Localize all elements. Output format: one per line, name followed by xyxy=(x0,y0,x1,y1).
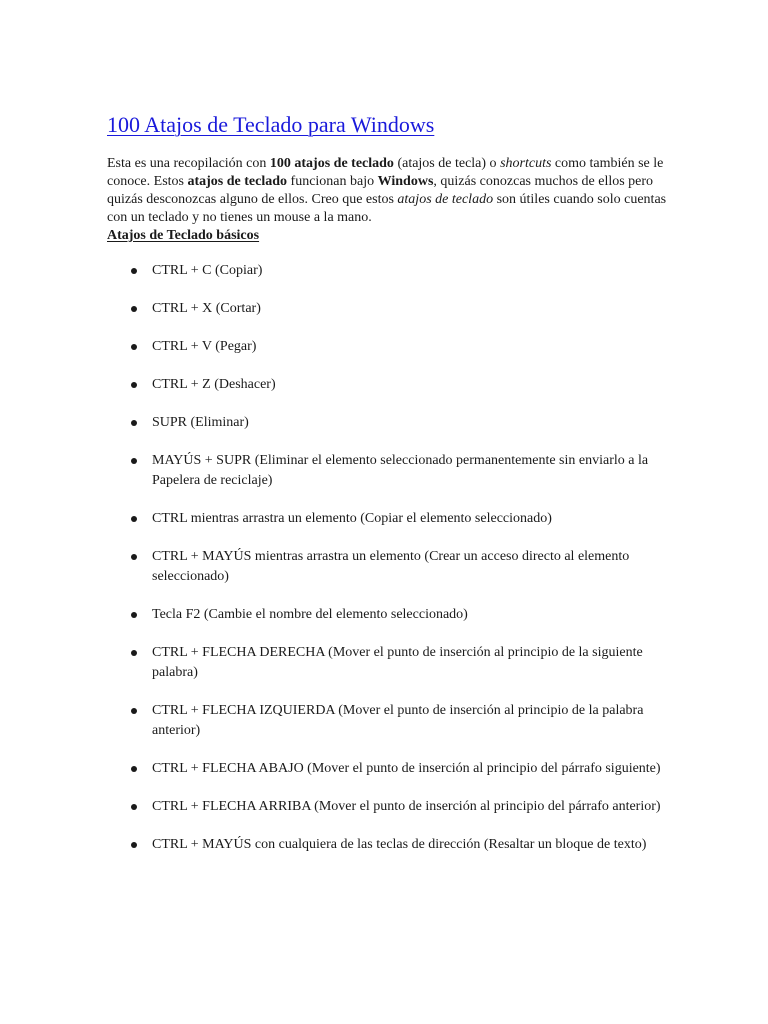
intro-text: Esta es una recopilación con xyxy=(107,156,270,171)
bullet-icon xyxy=(131,650,137,656)
shortcut-text: MAYÚS + SUPR (Eliminar el elemento seleccionado permanentemente sin enviarlo a la Papelera de reciclaje) xyxy=(152,453,649,488)
shortcut-item xyxy=(107,261,667,281)
bullet-icon xyxy=(131,382,137,388)
bullet-icon xyxy=(131,306,137,312)
shortcut-item xyxy=(107,759,667,779)
shortcut-item xyxy=(107,451,667,491)
shortcut-list xyxy=(107,261,667,855)
intro-text: (atajos de tecla) o xyxy=(393,156,501,171)
document-title xyxy=(107,112,667,138)
shortcut-text: CTRL + MAYÚS con cualquiera de las teclas de dirección (Resaltar un bloque de texto) xyxy=(152,837,647,852)
section-heading: Atajos de Teclado básicos xyxy=(107,228,260,243)
shortcut-item xyxy=(107,605,667,625)
shortcut-item xyxy=(107,643,667,683)
shortcut-item xyxy=(107,797,667,817)
intro-paragraph xyxy=(107,155,667,227)
intro-bold-text: Windows xyxy=(377,174,434,189)
shortcut-item xyxy=(107,299,667,319)
shortcut-text: CTRL + FLECHA ABAJO (Mover el punto de inserción al principio del párrafo siguiente) xyxy=(152,761,661,776)
bullet-icon xyxy=(131,612,137,618)
intro-bold-text: atajos de teclado xyxy=(187,174,288,189)
bullet-icon xyxy=(131,458,137,464)
shortcut-item xyxy=(107,375,667,395)
shortcut-text: CTRL + X (Cortar) xyxy=(152,301,261,316)
shortcut-item xyxy=(107,337,667,357)
bullet-icon xyxy=(131,344,137,350)
intro-italic-text: atajos de teclado xyxy=(397,192,494,207)
shortcut-item xyxy=(107,701,667,741)
shortcut-text: CTRL + FLECHA IZQUIERDA (Mover el punto de inserción al principio de la palabra anterior) xyxy=(152,703,644,738)
intro-bold-text: 100 atajos de teclado xyxy=(269,156,394,171)
bullet-icon xyxy=(131,804,137,810)
bullet-icon xyxy=(131,708,137,714)
bullet-icon xyxy=(131,766,137,772)
bullet-icon xyxy=(131,516,137,522)
shortcut-text: CTRL + FLECHA ARRIBA (Mover el punto de inserción al principio del párrafo anterior) xyxy=(152,799,661,814)
bullet-icon xyxy=(131,842,137,848)
document-page xyxy=(107,112,667,873)
intro-italic-text: shortcuts xyxy=(500,156,552,171)
intro-text: como también se le conoce. Estos xyxy=(107,156,664,189)
shortcut-text: CTRL + MAYÚS mientras arrastra un elemento (Crear un acceso directo al elemento seleccionado) xyxy=(152,549,630,584)
shortcut-text: CTRL mientras arrastra un elemento (Copiar el elemento seleccionado) xyxy=(152,511,552,526)
shortcut-text: CTRL + V (Pegar) xyxy=(152,339,257,354)
shortcut-text: CTRL + C (Copiar) xyxy=(152,263,263,278)
shortcut-item xyxy=(107,413,667,433)
intro-text: , quizás conozcas muchos de ellos pero quizás desconozcas alguno de ellos. Creo que estos xyxy=(107,174,654,207)
intro-text: son útiles cuando solo cuentas con un teclado y no tienes un mouse a la mano. xyxy=(107,192,667,225)
intro-text: funcionan bajo xyxy=(287,174,378,189)
shortcut-item xyxy=(107,547,667,587)
bullet-icon xyxy=(131,268,137,274)
shortcut-item xyxy=(107,509,667,529)
shortcut-text: CTRL + Z (Deshacer) xyxy=(152,377,276,392)
shortcut-item xyxy=(107,835,667,855)
title-link[interactable]: 100 Atajos de Teclado para Windows xyxy=(107,112,435,137)
shortcut-text: SUPR (Eliminar) xyxy=(152,415,249,430)
bullet-icon xyxy=(131,554,137,560)
shortcut-text: CTRL + FLECHA DERECHA (Mover el punto de inserción al principio de la siguiente palabra) xyxy=(152,645,643,680)
bullet-icon xyxy=(131,420,137,426)
shortcut-text: Tecla F2 (Cambie el nombre del elemento seleccionado) xyxy=(152,607,468,622)
